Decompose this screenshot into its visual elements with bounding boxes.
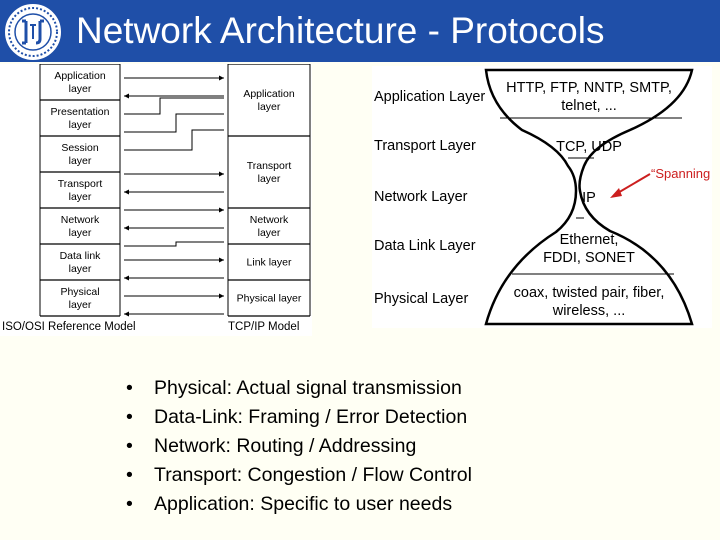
- bullet-item: [126, 461, 472, 490]
- slide-title: Network Architecture - Protocols: [76, 10, 605, 51]
- hourglass-protocol-label: FDDI, SONET: [543, 250, 635, 267]
- bullet-item: [126, 432, 472, 461]
- bullet-dot: •: [126, 464, 133, 486]
- spanning-arrowhead: [610, 188, 622, 198]
- title-bar: [0, 0, 720, 62]
- hourglass-protocol-label: HTTP, FTP, NNTP, SMTP,: [506, 80, 672, 97]
- bullet-dot: •: [126, 493, 133, 515]
- bullet-text: Data-Link: Framing / Error Detection: [154, 406, 468, 428]
- spanning-label: “Spanning: [651, 166, 711, 181]
- hourglass-layer-label: Physical Layer: [374, 291, 469, 307]
- tcpip-layer-label: layer: [257, 227, 281, 240]
- bullet-dot: •: [126, 435, 133, 457]
- bullet-text: Physical: Actual signal transmission: [154, 377, 462, 399]
- tcpip-layer-label: Application: [243, 88, 295, 101]
- hourglass-layer-label: Data Link Layer: [374, 238, 476, 254]
- osi-layer-label: layer: [68, 119, 92, 132]
- hourglass-protocol-label: telnet, ...: [561, 98, 617, 115]
- bullet-text: Transport: Congestion / Flow Control: [154, 464, 472, 486]
- bullet-text: Network: Routing / Addressing: [154, 435, 417, 457]
- layer-mapping-arrows: [124, 76, 224, 317]
- osi-layer-label: Presentation: [50, 106, 110, 119]
- osi-layer-label: Session: [61, 142, 99, 155]
- osi-layer-label: layer: [68, 83, 92, 96]
- tcpip-layer-label: layer: [257, 173, 281, 186]
- bullet-list: [126, 374, 472, 519]
- tcpip-caption: TCP/IP Model: [228, 321, 300, 333]
- osi-layer-label: layer: [68, 299, 92, 312]
- bullet-item: [126, 374, 472, 403]
- osi-layer-label: layer: [68, 155, 92, 168]
- hourglass-protocol-label: TCP, UDP: [556, 139, 622, 156]
- university-seal-logo: [2, 1, 64, 63]
- tcpip-layer-label: Link layer: [246, 256, 292, 269]
- hourglass-layer-label: Application Layer: [374, 89, 486, 105]
- hourglass-layer-labels: [374, 89, 485, 307]
- hourglass-protocol-label: Ethernet,: [559, 232, 619, 249]
- hourglass-protocol-label: IP: [582, 190, 596, 207]
- osi-layer-label: layer: [68, 227, 92, 240]
- hourglass-diagram: [372, 66, 712, 328]
- osi-column: [40, 64, 120, 316]
- bullet-dot: •: [126, 377, 133, 399]
- hourglass-layer-label: Network Layer: [374, 189, 468, 205]
- hourglass-layer-label: Transport Layer: [374, 138, 476, 154]
- osi-caption: ISO/OSI Reference Model: [2, 321, 136, 333]
- bullet-item: [126, 403, 472, 432]
- osi-layer-label: Transport: [57, 178, 103, 191]
- tcpip-layer-label: Physical layer: [236, 292, 302, 305]
- tcpip-layer-label: layer: [257, 101, 281, 114]
- spanning-arrow: [616, 174, 650, 194]
- osi-layer-label: Data link: [59, 250, 101, 263]
- osi-tcpip-diagram: [0, 64, 312, 336]
- osi-layer-label: layer: [68, 263, 92, 276]
- bullet-dot: •: [126, 406, 133, 428]
- tcpip-column: [228, 64, 310, 316]
- hourglass-protocol-label: coax, twisted pair, fiber,: [513, 285, 665, 302]
- tcpip-layer-label: Transport: [246, 160, 292, 173]
- osi-layer-label: Physical: [60, 286, 100, 299]
- osi-layer-label: Application: [54, 70, 106, 83]
- tcpip-layer-label: Network: [249, 214, 289, 227]
- bullet-text: Application: Specific to user needs: [154, 493, 453, 515]
- osi-layer-label: Network: [60, 214, 100, 227]
- bullet-item: [126, 490, 472, 519]
- hourglass-protocol-label: wireless, ...: [552, 303, 626, 320]
- osi-layer-label: layer: [68, 191, 92, 204]
